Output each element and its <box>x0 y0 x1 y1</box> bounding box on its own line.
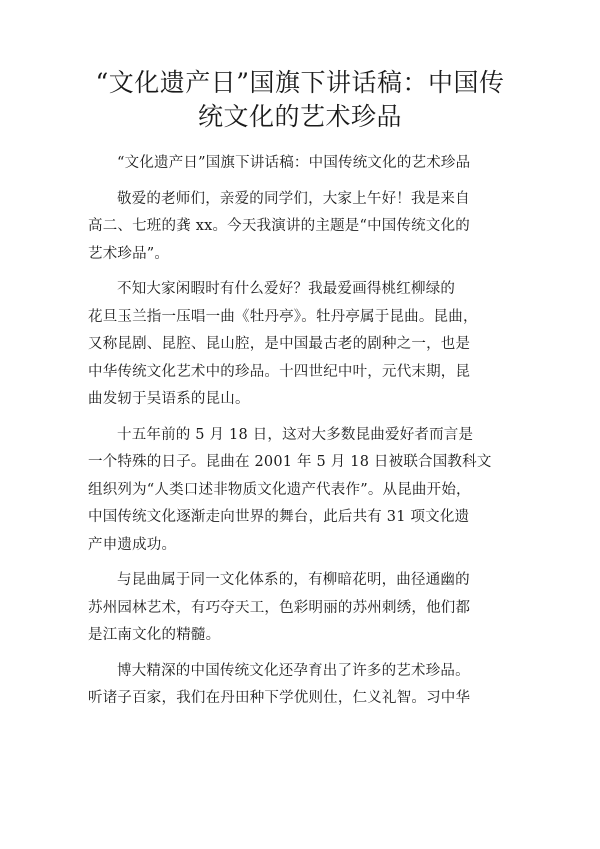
text-line: 不知大家闲暇时有什么爱好？我最爱画得桃红柳绿的 <box>117 281 456 297</box>
text-line: 又称昆剧、昆腔、昆山腔，是中国最古老的剧种之一，也是 <box>88 336 471 352</box>
paragraph-suzhou <box>88 567 512 650</box>
text-line: 产申遗成功。 <box>88 536 177 553</box>
text-line: 花旦玉兰指一压唱一曲《牡丹亭》。牡丹亭属于昆曲。昆曲， <box>88 308 478 325</box>
text-line: 是江南文化的精髓。 <box>88 627 221 643</box>
paragraph-subtitle <box>88 150 512 178</box>
paragraph-kunqu-intro <box>88 276 512 414</box>
document-title <box>90 66 510 134</box>
text-line: 听诸子百家，我们在丹田种下学优则仕，仁义礼智。习中华 <box>88 690 471 706</box>
title-line-2: 统文化的艺术珍品 <box>197 102 402 131</box>
text-line: 组织列为“人类口述非物质文化遗产代表作”。从昆曲开始， <box>88 481 471 498</box>
text-line: 与昆曲属于同一文化体系的，有柳暗花明，曲径通幽的 <box>117 572 470 588</box>
text-line: 十五年前的 5 月 18 日，这对大多数昆曲爱好者而言是 <box>117 426 474 443</box>
paragraph-culture <box>88 658 512 713</box>
text-line: 一个特殊的日子。昆曲在 2001 年 5 月 18 日被联合国教科文 <box>88 454 492 470</box>
text-line: 中国传统文化逐渐走向世界的舞台，此后共有 31 项文化遗 <box>88 509 470 525</box>
text-line: 艺术珍品”。 <box>88 245 170 262</box>
paragraph-heritage-date <box>88 422 512 560</box>
text-line: 敬爱的老师们，亲爱的同学们，大家上午好！我是来自 <box>117 190 470 207</box>
text-line: “文化遗产日”国旗下讲话稿：中国传统文化的艺术珍品 <box>117 155 471 171</box>
paragraph-greeting <box>88 186 512 269</box>
title-line-1: “文化遗产日”国旗下讲话稿：中国传 <box>95 68 505 97</box>
text-line: 高二、七班的龚 xx。今天我演讲的主题是“中国传统文化的 <box>88 218 470 234</box>
document-body <box>88 150 512 721</box>
text-line: 中华传统文化艺术中的珍品。十四世纪中叶，元代末期，昆 <box>88 363 471 380</box>
text-line: 曲发轫于吴语系的昆山。 <box>88 391 250 407</box>
text-line: 博大精深的中国传统文化还孕育出了许多的艺术珍品。 <box>117 662 470 679</box>
text-line: 苏州园林艺术，有巧夺天工，色彩明丽的苏州刺绣，他们都 <box>88 599 471 616</box>
